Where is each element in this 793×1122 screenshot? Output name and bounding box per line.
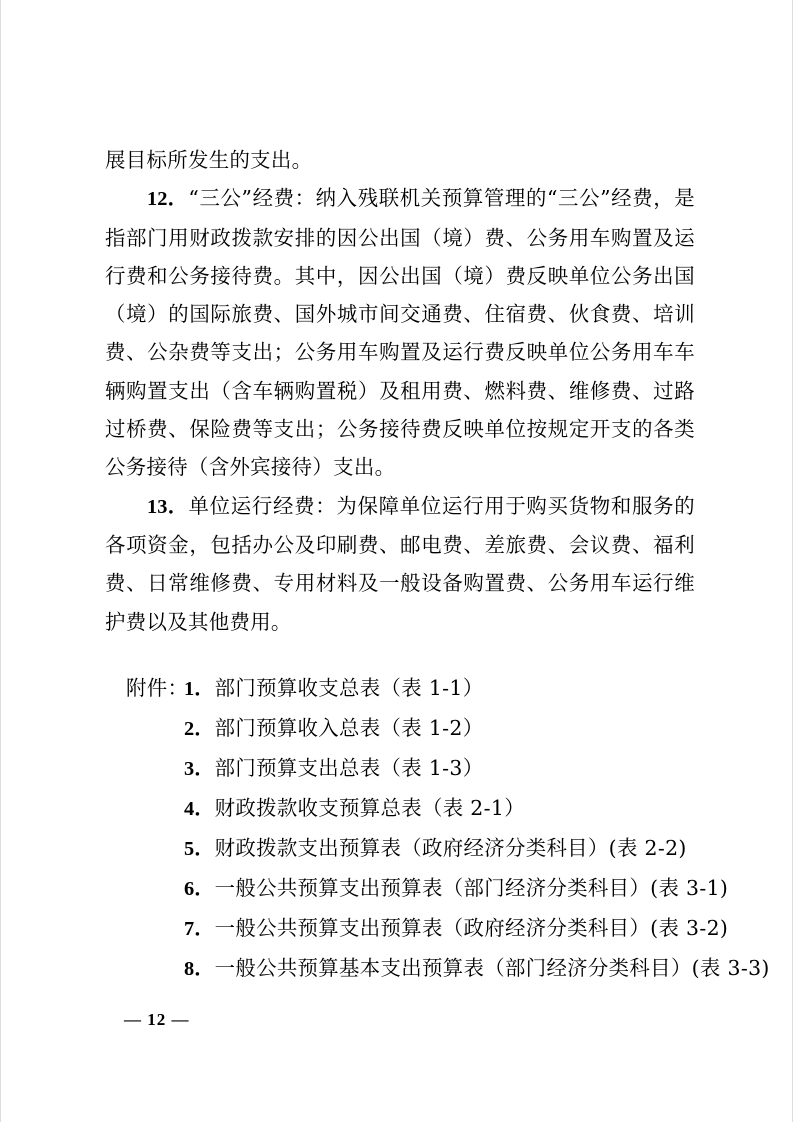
paragraph-line: 公务用车购置及运行费反映单位公务用车车辆购置支出（含车辆购置	[105, 340, 695, 403]
attachment-title: 一般公共预算基本支出预算表（部门经济分类科目）(表 3-3)	[214, 956, 770, 980]
attachment-number: 2．	[184, 718, 215, 740]
paragraph-line: 展目标所发生的支出。	[105, 148, 313, 172]
attachment-number: 3．	[184, 758, 215, 780]
attachment-number: 8．	[184, 958, 215, 980]
attachment-number: 7．	[184, 918, 215, 940]
attachment-title: 一般公共预算支出预算表（政府经济分类科目）(表 3-2)	[214, 916, 729, 940]
item-number: 13．	[147, 495, 189, 518]
attachment-item	[126, 868, 746, 908]
paragraph-line: 旅费、国外城市间交通费、住宿费、伙食费、培训费、公杂费等支出；	[105, 302, 695, 365]
attachment-title: 财政拨款收支预算总表（表 2-1）	[214, 796, 525, 820]
paragraph-line: 务接待费。其中，因公出国（境）费反映单位公务出国（境）的国际	[105, 263, 695, 327]
attachment-item	[126, 788, 746, 828]
attachment-title: 部门预算收入总表（表 1-2）	[214, 716, 484, 740]
attachment-item	[126, 668, 746, 708]
attachment-number: 4．	[184, 798, 215, 820]
attachment-number: 1．	[184, 678, 215, 700]
paragraph-continuation	[105, 141, 695, 179]
attachment-number: 5．	[184, 838, 215, 860]
attachment-number: 6．	[184, 878, 215, 900]
paragraph-line: 维修费、专用材料及一般设备购置费、公务用车运行维护费以及其他	[105, 571, 695, 634]
attachment-label: 附件：	[126, 676, 189, 700]
attachment-item	[126, 948, 770, 988]
body-text	[105, 141, 695, 641]
attachment-title: 部门预算收支总表（表 1-1）	[214, 676, 484, 700]
attachment-item	[126, 748, 746, 788]
attachment-item	[126, 828, 746, 868]
paragraph-line: 费用。	[229, 609, 292, 634]
attachment-title: 一般公共预算支出预算表（部门经济分类科目）(表 3-1)	[214, 876, 729, 900]
paragraph-line: 门用财政拨款安排的因公出国（境）费、公务用车购置及运行费和公	[105, 225, 695, 288]
page-number: — 12 —	[124, 1010, 190, 1029]
attachment-item	[126, 708, 746, 748]
paragraph-line: 接待费反映单位按规定开支的各类公务接待（含外宾接待）支出。	[105, 417, 695, 480]
attachment-title: 部门预算支出总表（表 1-3）	[214, 756, 484, 780]
paragraph-line: 税）及租用费、燃料费、维修费、过路过桥费、保险费等支出；公务	[105, 378, 695, 442]
paragraph-line: 单位运行经费：为保障单位运行用于购买货物和服务的各项	[105, 493, 696, 557]
paragraph-line: “三公”经费：纳入残联机关预算管理的“三公”经费，是指部	[105, 186, 696, 250]
paragraph-item-12	[105, 179, 695, 486]
attachment-list	[126, 668, 770, 988]
attachment-item	[126, 908, 746, 948]
item-number: 12．	[147, 188, 189, 211]
paragraph-line: 资金，包括办公及印刷费、邮电费、差旅费、会议费、福利费、日常	[105, 532, 695, 596]
paragraph-item-13	[105, 487, 695, 641]
attachment-title: 财政拨款支出预算表（政府经济分类科目）(表 2-2)	[214, 836, 687, 860]
